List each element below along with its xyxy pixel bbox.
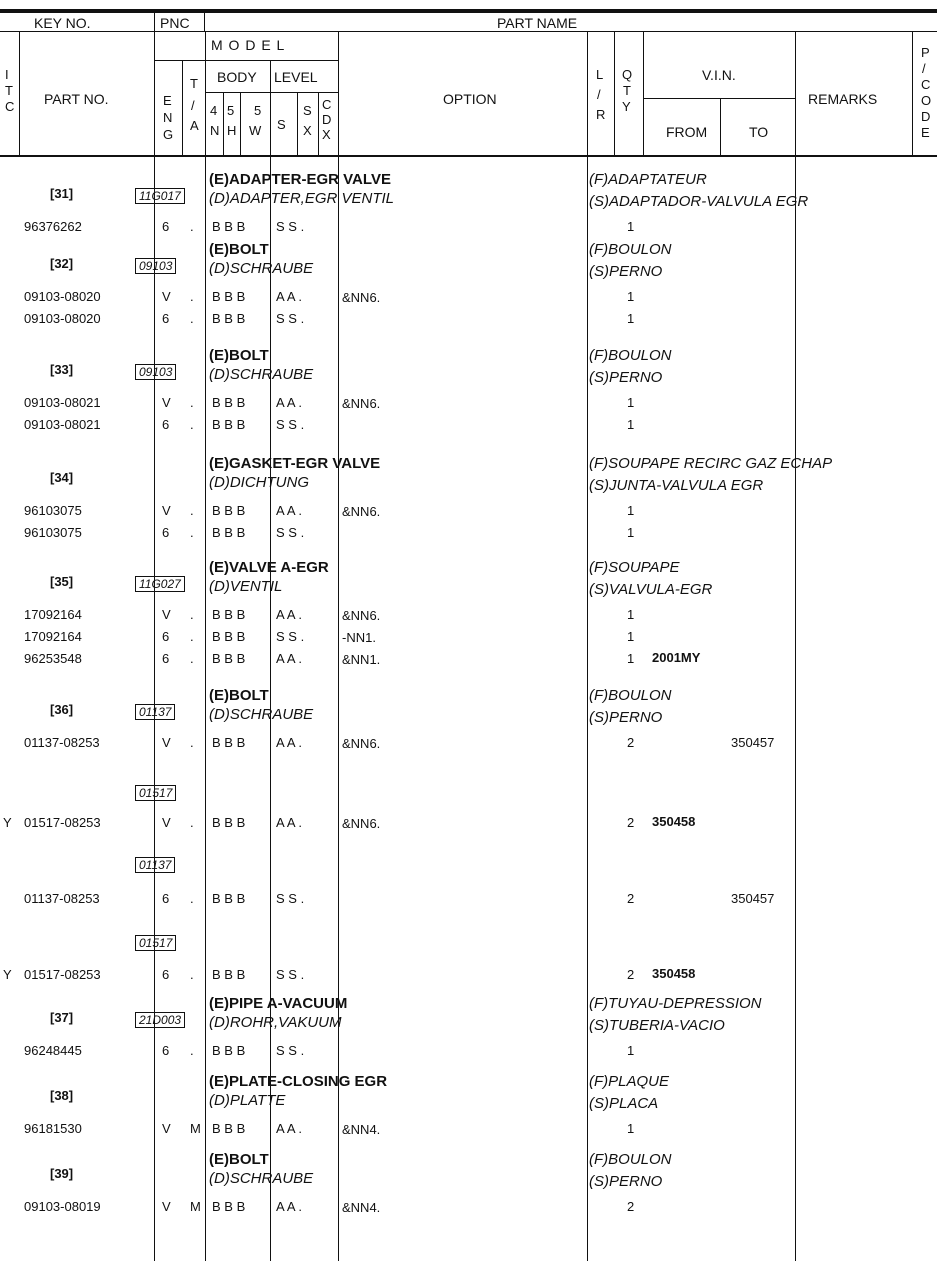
divider <box>587 157 588 1261</box>
quantity: 2 <box>627 815 635 830</box>
part-name-fr: (F)SOUPAPE RECIRC GAZ ECHAP <box>589 455 833 472</box>
part-number: 01137-08253 <box>24 735 100 750</box>
ta-code: . <box>190 735 194 750</box>
eng-code: 6 <box>162 629 170 644</box>
part-name-fr: (F)BOULON <box>589 241 672 258</box>
body-w: W <box>249 123 262 138</box>
pnc-box: 11G017 <box>135 188 185 204</box>
level-codes: S S . <box>276 629 305 644</box>
option-code: &NN6. <box>342 816 381 831</box>
ta-code: . <box>190 607 194 622</box>
part-name-es: (S)TUBERIA-VACIO <box>589 1017 725 1034</box>
divider <box>587 31 588 155</box>
header-rule-bottom <box>0 155 937 157</box>
ta-code: . <box>190 525 194 540</box>
vin-to: 350457 <box>731 891 775 906</box>
eng-code: 6 <box>162 525 170 540</box>
divider <box>223 92 224 155</box>
model-header: M O D E L <box>211 37 286 53</box>
eng-code: 6 <box>162 651 170 666</box>
qty-q: Q <box>622 67 633 82</box>
part-name-de: (D)ADAPTER,EGR VENTIL <box>209 190 395 207</box>
pnc-box: 01137 <box>135 857 175 873</box>
eng-code: 6 <box>162 311 170 326</box>
divider <box>205 92 338 93</box>
part-number: 96253548 <box>24 651 82 666</box>
quantity: 1 <box>627 503 635 518</box>
level-s: S <box>277 117 286 132</box>
option-code: &NN1. <box>342 652 381 667</box>
eng-e: E <box>163 93 172 108</box>
vin-header: V.I.N. <box>702 67 736 83</box>
option-code: &NN6. <box>342 504 381 519</box>
option-code: &NN6. <box>342 396 381 411</box>
body-codes: B B B <box>212 607 246 622</box>
part-number: 96248445 <box>24 1043 82 1058</box>
part-name-de: (D)VENTIL <box>209 578 283 595</box>
quantity: 1 <box>627 629 635 644</box>
key-number: [31] <box>50 186 74 201</box>
eng-code: V <box>162 815 171 830</box>
pnc-box: 01517 <box>135 935 176 951</box>
part-name-en: (E)ADAPTER-EGR VALVE <box>209 171 391 188</box>
part-name-fr: (F)SOUPAPE <box>589 559 680 576</box>
quantity: 1 <box>627 417 635 432</box>
ta-code: . <box>190 815 194 830</box>
body-codes: B B B <box>212 891 246 906</box>
pcode-c: C <box>921 77 931 92</box>
ta-code: . <box>190 503 194 518</box>
part-name-es: (S)PLACA <box>589 1095 659 1112</box>
body-codes: B B B <box>212 735 246 750</box>
divider <box>643 31 644 155</box>
quantity: 1 <box>627 1043 635 1058</box>
part-number: 09103-08020 <box>24 289 101 304</box>
part-number: 09103-08020 <box>24 311 101 326</box>
part-number: 96103075 <box>24 525 82 540</box>
level-codes: A A . <box>276 289 303 304</box>
part-number: 96376262 <box>24 219 82 234</box>
level-codes: S S . <box>276 525 305 540</box>
ta-t: T <box>190 76 198 91</box>
ta-code: . <box>190 289 194 304</box>
divider <box>154 13 155 31</box>
divider <box>204 13 205 31</box>
quantity: 2 <box>627 1199 635 1214</box>
divider <box>205 31 206 1261</box>
ta-code: . <box>190 651 194 666</box>
body-codes: B B B <box>212 503 246 518</box>
part-number: 17092164 <box>24 607 82 622</box>
level-codes: A A . <box>276 1199 303 1214</box>
key-number: [36] <box>50 702 74 717</box>
pcode-slash: / <box>922 61 926 76</box>
part-name-de: (D)SCHRAUBE <box>209 706 314 723</box>
pnc-box: 11G027 <box>135 576 185 592</box>
divider <box>182 60 183 155</box>
divider <box>19 31 20 155</box>
body-codes: B B B <box>212 1043 246 1058</box>
vin-from: 350458 <box>652 966 696 981</box>
from-header: FROM <box>666 124 708 140</box>
quantity: 1 <box>627 311 635 326</box>
body-5w: 5 <box>254 103 262 118</box>
itc-flag: Y <box>3 815 12 830</box>
eng-code: V <box>162 607 171 622</box>
pnc-box: 01517 <box>135 785 176 801</box>
quantity: 1 <box>627 219 635 234</box>
body-codes: B B B <box>212 967 246 982</box>
level-codes: A A . <box>276 735 303 750</box>
body-codes: B B B <box>212 629 246 644</box>
to-header: TO <box>749 124 769 140</box>
eng-code: 6 <box>162 1043 170 1058</box>
quantity: 1 <box>627 395 635 410</box>
eng-code: V <box>162 735 171 750</box>
part-name-fr: (F)BOULON <box>589 347 672 364</box>
pcode-p: P <box>921 45 930 60</box>
divider <box>154 31 155 1261</box>
part-name-en: (E)VALVE A-EGR <box>209 559 329 576</box>
part-number: 96103075 <box>24 503 82 518</box>
eng-code: 6 <box>162 891 170 906</box>
level-cdx-d: D <box>322 112 332 127</box>
part-name-es: (S)VALVULA-EGR <box>589 581 713 598</box>
option-code: &NN4. <box>342 1122 381 1137</box>
part-number: 01517-08253 <box>24 815 101 830</box>
level-sx-x: X <box>303 123 312 138</box>
qty-t: T <box>623 83 631 98</box>
option-code: -NN1. <box>342 630 376 645</box>
key-no-header: KEY NO. <box>34 15 91 31</box>
part-name-en: (E)PIPE A-VACUUM <box>209 995 348 1012</box>
ta-code: . <box>190 891 194 906</box>
body-codes: B B B <box>212 815 246 830</box>
part-name-de: (D)SCHRAUBE <box>209 366 314 383</box>
eng-code: 6 <box>162 417 170 432</box>
divider <box>155 60 338 61</box>
body-5: 5 <box>227 103 235 118</box>
eng-code: V <box>162 1121 171 1136</box>
body-header: BODY <box>217 69 257 85</box>
body-codes: B B B <box>212 219 246 234</box>
level-cdx-c: C <box>322 97 332 112</box>
option-code: &NN6. <box>342 290 381 305</box>
lr-r: R <box>596 107 606 122</box>
eng-code: V <box>162 289 171 304</box>
level-codes: S S . <box>276 967 305 982</box>
level-codes: S S . <box>276 891 305 906</box>
quantity: 2 <box>627 891 635 906</box>
divider <box>795 31 796 1261</box>
quantity: 2 <box>627 735 635 750</box>
part-number: 17092164 <box>24 629 82 644</box>
body-4: 4 <box>210 103 218 118</box>
body-h: H <box>227 123 237 138</box>
part-name-es: (S)PERNO <box>589 709 663 726</box>
key-number: [33] <box>50 362 74 377</box>
divider <box>614 31 615 155</box>
part-name-es: (S)JUNTA-VALVULA EGR <box>589 477 764 494</box>
option-header: OPTION <box>443 91 497 107</box>
itc-i: I <box>5 67 9 82</box>
part-name-fr: (F)PLAQUE <box>589 1073 670 1090</box>
part-name-fr: (F)TUYAU-DEPRESSION <box>589 995 762 1012</box>
part-name-es: (S)PERNO <box>589 1173 663 1190</box>
part-name-de: (D)SCHRAUBE <box>209 1170 314 1187</box>
body-codes: B B B <box>212 1121 246 1136</box>
vin-from: 350458 <box>652 814 696 829</box>
body-codes: B B B <box>212 651 246 666</box>
ta-a: A <box>190 118 199 133</box>
eng-g: G <box>163 127 174 142</box>
pnc-box: 09103 <box>135 364 176 380</box>
option-code: &NN6. <box>342 608 381 623</box>
ta-slash: / <box>191 98 195 113</box>
pnc-box: 01137 <box>135 704 175 720</box>
eng-code: 6 <box>162 219 170 234</box>
body-n: N <box>210 123 220 138</box>
part-name-en: (E)BOLT <box>209 241 269 258</box>
part-number: 96181530 <box>24 1121 82 1136</box>
ta-code: . <box>190 417 194 432</box>
part-number: 09103-08019 <box>24 1199 101 1214</box>
eng-code: V <box>162 503 171 518</box>
divider <box>720 98 721 155</box>
lr-slash: / <box>597 87 601 102</box>
part-number: 01517-08253 <box>24 967 101 982</box>
part-name-de: (D)DICHTUNG <box>209 474 309 491</box>
ta-code: M <box>190 1121 201 1136</box>
quantity: 1 <box>627 1121 635 1136</box>
part-number: 09103-08021 <box>24 417 101 432</box>
ta-code: . <box>190 1043 194 1058</box>
part-name-en: (E)BOLT <box>209 347 269 364</box>
pnc-box: 21D003 <box>135 1012 185 1028</box>
level-codes: A A . <box>276 651 303 666</box>
part-name-en: (E)GASKET-EGR VALVE <box>209 455 381 472</box>
key-number: [32] <box>50 256 74 271</box>
level-codes: S S . <box>276 417 305 432</box>
quantity: 1 <box>627 651 635 666</box>
quantity: 1 <box>627 525 635 540</box>
divider <box>240 92 241 155</box>
part-name-de: (D)PLATTE <box>209 1092 286 1109</box>
itc-c: C <box>5 99 15 114</box>
pnc-box: 09103 <box>135 258 176 274</box>
divider <box>644 98 795 99</box>
top-rule <box>0 9 937 13</box>
divider <box>297 92 298 155</box>
part-name-header: PART NAME <box>497 15 578 31</box>
option-code: &NN4. <box>342 1200 381 1215</box>
part-name-es: (S)ADAPTADOR-VALVULA EGR <box>589 193 809 210</box>
pcode-o: O <box>921 93 932 108</box>
part-name-de: (D)ROHR,VAKUUM <box>209 1014 342 1031</box>
level-codes: A A . <box>276 503 303 518</box>
level-codes: S S . <box>276 311 305 326</box>
divider <box>318 92 319 155</box>
qty-y: Y <box>622 99 631 114</box>
vin-from: 2001MY <box>652 650 701 665</box>
part-name-de: (D)SCHRAUBE <box>209 260 314 277</box>
ta-code: M <box>190 1199 201 1214</box>
ta-code: . <box>190 967 194 982</box>
level-cdx-x: X <box>322 127 331 142</box>
level-header: LEVEL <box>274 69 318 85</box>
eng-code: V <box>162 1199 171 1214</box>
ta-code: . <box>190 395 194 410</box>
pcode-e: E <box>921 125 930 140</box>
header-rule-1 <box>0 31 937 32</box>
part-name-fr: (F)BOULON <box>589 687 672 704</box>
key-number: [35] <box>50 574 74 589</box>
body-codes: B B B <box>212 311 246 326</box>
ta-code: . <box>190 311 194 326</box>
body-codes: B B B <box>212 395 246 410</box>
part-name-fr: (F)ADAPTATEUR <box>589 171 707 188</box>
quantity: 1 <box>627 289 635 304</box>
key-number: [34] <box>50 470 74 485</box>
body-codes: B B B <box>212 525 246 540</box>
part-name-en: (E)BOLT <box>209 1151 269 1168</box>
option-code: &NN6. <box>342 736 381 751</box>
part-name-fr: (F)BOULON <box>589 1151 672 1168</box>
part-name-en: (E)BOLT <box>209 687 269 704</box>
vin-to: 350457 <box>731 735 775 750</box>
level-codes: A A . <box>276 815 303 830</box>
part-name-es: (S)PERNO <box>589 263 663 280</box>
part-number: 09103-08021 <box>24 395 101 410</box>
part-name-en: (E)PLATE-CLOSING EGR <box>209 1073 388 1090</box>
part-number: 01137-08253 <box>24 891 100 906</box>
key-number: [39] <box>50 1166 74 1181</box>
ta-code: . <box>190 219 194 234</box>
level-codes: A A . <box>276 395 303 410</box>
eng-code: 6 <box>162 967 170 982</box>
key-number: [38] <box>50 1088 74 1103</box>
level-codes: S S . <box>276 1043 305 1058</box>
level-codes: A A . <box>276 1121 303 1136</box>
eng-n: N <box>163 110 173 125</box>
level-codes: S S . <box>276 219 305 234</box>
itc-t: T <box>5 83 13 98</box>
itc-flag: Y <box>3 967 12 982</box>
pnc-header: PNC <box>160 15 190 31</box>
lr-l: L <box>596 67 604 82</box>
body-codes: B B B <box>212 417 246 432</box>
body-codes: B B B <box>212 289 246 304</box>
quantity: 1 <box>627 607 635 622</box>
eng-code: V <box>162 395 171 410</box>
quantity: 2 <box>627 967 635 982</box>
ta-code: . <box>190 629 194 644</box>
body-codes: B B B <box>212 1199 246 1214</box>
pcode-d: D <box>921 109 931 124</box>
part-name-es: (S)PERNO <box>589 369 663 386</box>
level-codes: A A . <box>276 607 303 622</box>
remarks-header: REMARKS <box>808 91 878 107</box>
level-sx-s: S <box>303 103 312 118</box>
key-number: [37] <box>50 1010 74 1025</box>
part-no-header: PART NO. <box>44 91 109 107</box>
divider <box>912 31 913 155</box>
